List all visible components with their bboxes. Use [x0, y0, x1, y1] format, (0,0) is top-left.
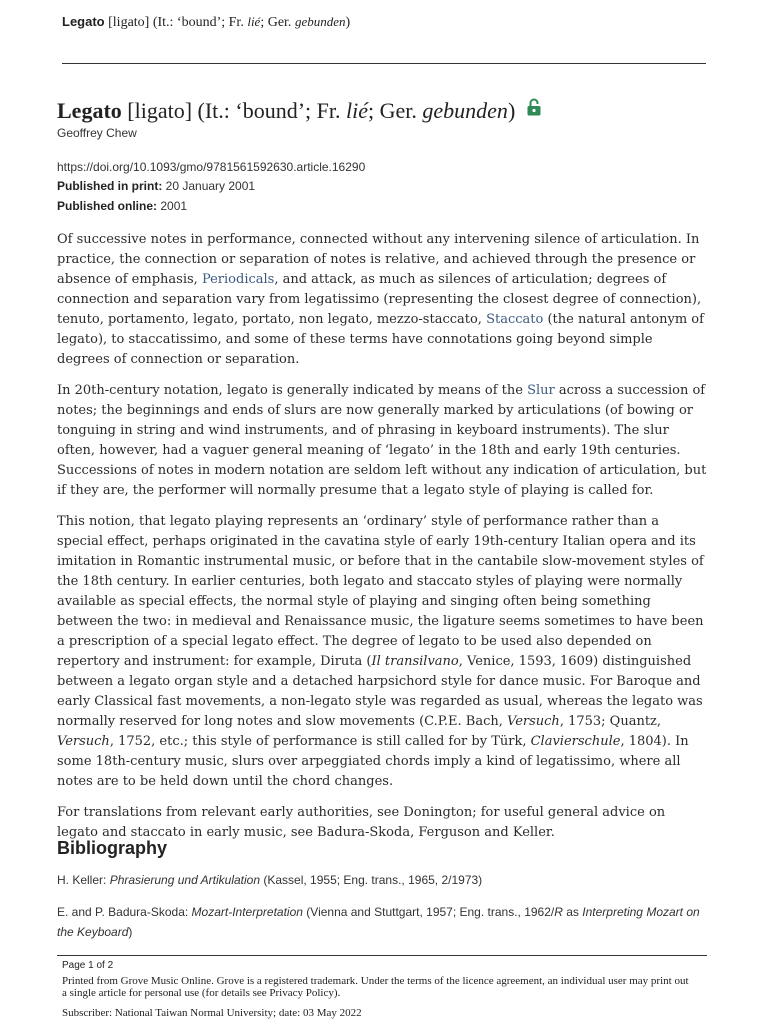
paragraph-4: For translations from relevant early authorities, see Donington; for useful general advice on legato and staccato in early music, see Badura-Skoda, Ferguson and Keller. [57, 805, 666, 840]
p1-text-b: , and attack, as much as silences of articulation; degrees of connection and separation vary from legatissimo (representing the closest degree of connection), tenuto, portamento, legato, portato, non legato, mezzo-staccato, [57, 272, 702, 327]
subscriber-info: Subscriber: National Taiwan Normal University; date: 03 May 2022 [62, 1007, 362, 1019]
title-text-1: [ligato] (It.: ‘bound’; Fr. [127, 98, 341, 123]
bib2-title: Mozart-Interpretation [191, 905, 303, 919]
title-text-3: ) [507, 98, 516, 123]
article-body [57, 230, 709, 854]
bib1-title: Phrasierung und Artikulation [109, 873, 261, 887]
bib2-as: as [566, 905, 579, 919]
p3-text-d: , 1752, etc.; this style of performance is still called for by Türk, [109, 734, 527, 749]
bibliography-entry [57, 870, 707, 890]
author-name: Geoffrey Chew [57, 126, 137, 140]
paragraph-2 [57, 381, 709, 501]
page-number: Page 1 of 2 [62, 960, 114, 971]
link-periodicals[interactable]: Periodicals [201, 272, 275, 287]
published-online [57, 199, 187, 213]
paragraph-3 [57, 512, 709, 792]
bib1-author: H. Keller: [57, 873, 107, 887]
p1-text-c: (the natural antonym of legato), to staccatissimo, and some of these terms have connotations going beyond simple degrees of connection or separation. [57, 312, 704, 367]
published-print-value: 20 January 2001 [165, 179, 256, 193]
p1-text-a: Of successive notes in performance, connected without any intervening silence of articulation. In practice, the connection or separation of notes is relative, and achieved through the presence or absence of emphasis, [57, 232, 700, 287]
running-head-ger-term: gebunden [294, 14, 346, 29]
p3-text-b: , Venice, 1593, 1609) distinguished between a legato organ style and a detached harpsichord style for dance music. For Baroque and early Classical fast movements, a non-legato style was regarded as usual, whereas the legato was normally reserved for long notes and slow movements (C.P.E. Bach, [57, 654, 703, 729]
bib2-close: ) [128, 925, 133, 939]
bibliography-heading: Bibliography [57, 838, 168, 858]
p3-text-e: , 1804). In some 18th-century music, slurs over arpeggiated chords imply a kind of legatissimo, where all notes are to be held down until the chord changes. [57, 734, 689, 789]
running-head-text-2: ; Ger. [260, 15, 292, 30]
bibliography-entry [57, 902, 707, 942]
link-slur[interactable]: Slur [527, 383, 555, 398]
running-head [62, 14, 350, 31]
running-head-fr-term: lié [247, 14, 261, 29]
link-staccato[interactable]: Staccato [486, 312, 544, 327]
p3-italic-il-transilvano: Il transilvano [371, 654, 459, 669]
running-head-text-3: ) [345, 15, 351, 30]
running-head-text-1: [ligato] (It.: ‘bound’; Fr. [108, 15, 244, 30]
title-text-2: ; Ger. [368, 98, 417, 123]
print-notice: Printed from Grove Music Online. Grove is a registered trademark. Under the terms of the licence agreement, an individual user may print out a single article for personal use (for details see Privacy Policy). [62, 975, 689, 999]
p3-italic-versuch-2: Versuch [57, 734, 110, 749]
bib2-author: E. and P. Badura-Skoda: [57, 905, 189, 919]
open-lock-icon [527, 96, 541, 122]
bib2-reprint-mark: R [554, 905, 563, 919]
paragraph-1 [57, 230, 709, 370]
doi-link[interactable]: https://doi.org/10.1093/gmo/9781561592630.article.16290 [57, 160, 366, 174]
published-print-label: Published in print: [57, 179, 163, 193]
published-in-print [57, 179, 255, 193]
running-head-headword: Legato [62, 14, 105, 29]
p3-italic-clavierschule: Clavierschule [530, 734, 621, 749]
p3-text-c: , 1753; Quantz, [559, 714, 662, 729]
p2-text-a: In 20th-century notation, legato is generally indicated by means of the [57, 383, 523, 398]
bib2-details: (Vienna and Stuttgart, 1957; Eng. trans., 1962/ [306, 905, 555, 919]
p3-italic-versuch-1: Versuch [507, 714, 560, 729]
bib1-details: (Kassel, 1955; Eng. trans., 1965, 2/1973) [263, 873, 483, 887]
header-divider [62, 63, 706, 64]
title-headword: Legato [57, 98, 122, 123]
published-online-value: 2001 [160, 199, 188, 213]
footer-divider [57, 955, 707, 956]
p2-text-b: across a succession of notes; the beginnings and ends of slurs are now generally marked by articulations (of bowing or tonguing in string and wind instruments, and of phrasing in keyboard instruments). The slur often, however, had a vaguer general meaning of ‘legato’ in the 18th and early 19th centuries. Successions of notes in modern notation are seldom left without any indication of articulation, but if they are, the performer will normally presume that a legato style of playing is called for. [57, 383, 707, 498]
article-title [57, 96, 541, 124]
title-ger-term: gebunden [422, 98, 508, 123]
bib2-title-2: Interpreting Mozart on the Keyboard [57, 905, 700, 939]
title-fr-term: lié [346, 98, 369, 123]
p3-text-a: This notion, that legato playing represents an ‘ordinary’ style of performance rather than a special effect, perhaps originated in the cavatina style of early 19th-century Italian opera and its imitation in Romantic instrumental music, or before that in the cantabile slow-movement styles of the 18th century. In earlier centuries, both legato and staccato styles of playing were normally available as special effects, the normal style of playing and singing often being something between the two: in medieval and Renaissance music, the ligature seems sometimes to have been a prescription of a special legato effect. The degree of legato to be used also depended on repertory and instrument: for example, Diruta ( [57, 514, 704, 669]
published-online-label: Published online: [57, 199, 158, 213]
